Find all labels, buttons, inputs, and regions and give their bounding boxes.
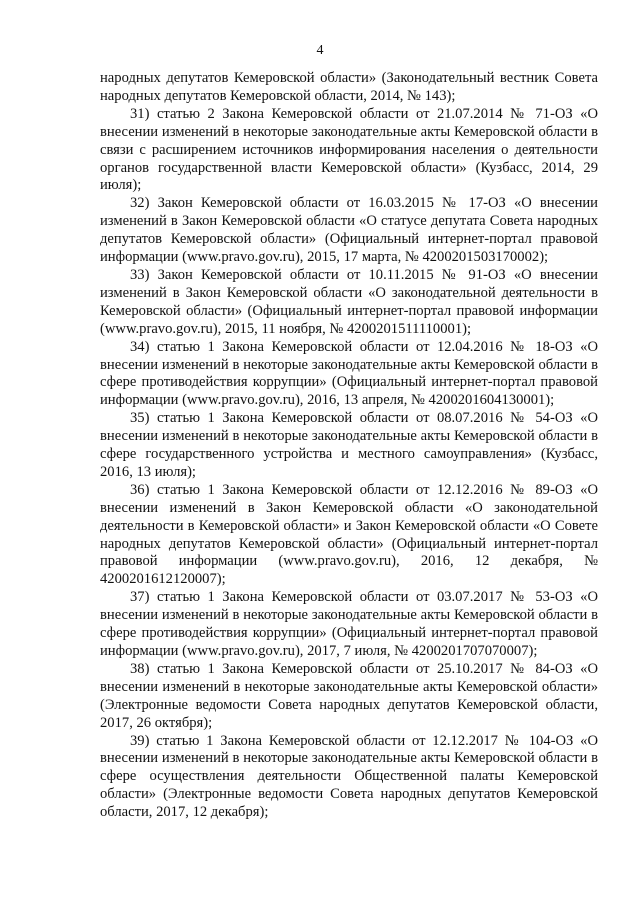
list-item-31: 31) статью 2 Закона Кемеровской области от 21.07.2014 № 71-ОЗ «О внесении изменений в некоторые законодательные акты Кемеровской области в связи с расширением источников информирования населения о деятельности органов государственной власти Кемеровской области» (Кузбасс, 2014, 29 июля); xyxy=(100,105,598,194)
list-item-35: 35) статью 1 Закона Кемеровской области от 08.07.2016 № 54-ОЗ «О внесении изменений в некоторые законодательные акты Кемеровской области в сфере государственного устройства и местного самоуправления» (Кузбасс, 2016, 13 июля); xyxy=(100,410,598,480)
list-item-32: 32) Закон Кемеровской области от 16.03.2015 № 17-ОЗ «О внесении изменений в Закон Кемеровской области «О статусе депутата Совета народных депутатов Кемеровской области» (Официальный интернет-портал правовой информации (www.pravo.gov.ru), 2015, 17 марта, № 4200201503170002); xyxy=(100,195,598,266)
paragraph-continuation: народных депутатов Кемеровской области» (Законодательный вестник Совета народных депутатов Кемеровской области, 2014, № 143); xyxy=(100,70,598,104)
document-body xyxy=(100,70,598,822)
list-item-38: 38) статью 1 Закона Кемеровской области от 25.10.2017 № 84-ОЗ «О внесении изменений в некоторые законодательные акты Кемеровской области» (Электронные ведомости Совета народных депутатов Кемеровской области, 2017, 26 октября); xyxy=(100,660,598,731)
list-item-34: 34) статью 1 Закона Кемеровской области от 12.04.2016 № 18-ОЗ «О внесении изменений в некоторые законодательные акты Кемеровской области в сфере противодействия коррупции» (Официальный интернет-портал правовой информации (www.pravo.gov.ru), 2016, 13 апреля, № 4200201604130001); xyxy=(100,338,598,409)
list-item-36: 36) статью 1 Закона Кемеровской области от 12.12.2016 № 89-ОЗ «О внесении изменений в Закон Кемеровской области «О законодательной деятельности в Кемеровской области» и Закон Кемеровской области «О Совете народных депутатов Кемеровской области» (Официальный интернет-портал правовой информации (www.pravo.gov.ru), 2016, 12 декабря, № 4200201612120007); xyxy=(100,481,598,588)
list-item-37: 37) статью 1 Закона Кемеровской области от 03.07.2017 № 53-ОЗ «О внесении изменений в некоторые законодательные акты Кемеровской области в сфере противодействия коррупции» (Официальный интернет-портал правовой информации (www.pravo.gov.ru), 2017, 7 июля, № 4200201707070007); xyxy=(100,589,598,659)
list-item-33: 33) Закон Кемеровской области от 10.11.2015 № 91-ОЗ «О внесении изменений в Закон Кемеровской области «О законодательной деятельности в Кемеровской области» (Официальный интернет-портал правовой информации (www.pravo.gov.ru), 2015, 11 ноября, № 4200201511110001); xyxy=(100,266,598,337)
list-item-39: 39) статью 1 Закона Кемеровской области от 12.12.2017 № 104-ОЗ «О внесении изменений в некоторые законодательные акты Кемеровской области в сфере осуществления деятельности Общественной палаты Кемеровской области» (Электронные ведомости Совета народных депутатов Кемеровской области, 2017, 12 декабря); xyxy=(100,732,598,821)
page-number: 4 xyxy=(316,43,324,58)
